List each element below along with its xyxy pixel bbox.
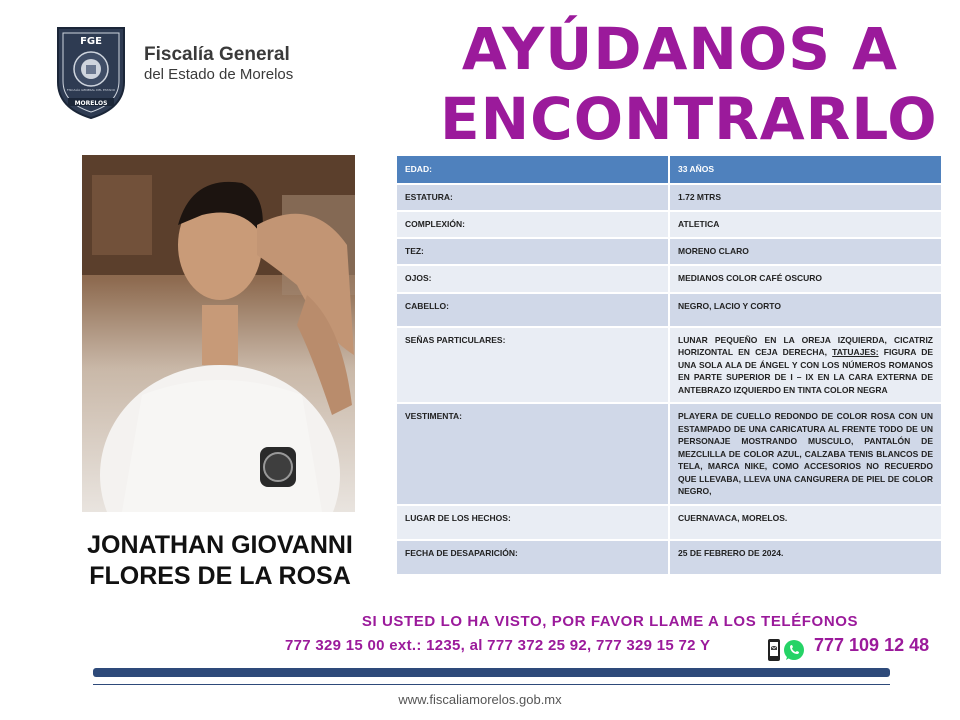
detail-value-part: FIGURA DE UNA SOLA ALA DE ÁNGEL Y CON LOS NÚMEROS ROMANOS EN PARTE SUPERIOR DE I – IX EN LA CARA EXTERNA DE ANTEBRAZO IZQUIERDO EN TINTA COLOR NEGRA — [678, 347, 933, 395]
details-table — [397, 156, 941, 576]
logo-ring-text: FISCALÍA GENERAL DEL ESTADO — [66, 88, 116, 92]
detail-value: PLAYERA DE CUELLO REDONDO DE COLOR ROSA CON UN ESTAMPADO DE UNA CARICATURA AL FRENTE TODO DE UN PERSONAJE MOSTRANDO MUSCULO, PANTALÓN DE MEZCLILLA DE COLOR AZUL, CALZABA TENIS BLANCOS DE TELA, MARCA NIKE, COMO ACCESORIOS NO RECUERDO QUE LLEVABA, LLEVA UNA CANGURERA DE PIEL DE COLOR NEGRO, — [669, 403, 941, 505]
name-line-2: FLORES DE LA ROSA — [89, 562, 351, 590]
detail-value: MEDIANOS COLOR CAFÉ OSCURO — [669, 265, 941, 293]
detail-label: OJOS: — [397, 265, 669, 293]
whatsapp-icon — [784, 640, 804, 660]
name-line-1: JONATHAN GIOVANNI — [87, 531, 353, 559]
detail-value: MORENO CLARO — [669, 238, 941, 265]
table-row — [397, 293, 941, 327]
detail-value: 1.72 MTRS — [669, 184, 941, 211]
detail-label: VESTIMENTA: — [397, 403, 669, 505]
logo-acronym: FGE — [80, 36, 102, 47]
org-subtitle: del Estado de Morelos — [144, 66, 294, 83]
title-line-2: ENCONTRARLO — [440, 85, 938, 153]
detail-value-part: LUNAR PEQUEÑO EN LA OREJA IZQUIERDA, CICATRIZ HORIZONTAL EN CEJA DERECHA, — [678, 334, 933, 357]
table-row — [397, 156, 941, 184]
detail-value: 33 AÑOS — [669, 156, 941, 184]
detail-value: ATLETICA — [669, 211, 941, 238]
table-row — [397, 403, 941, 505]
detail-value: CUERNAVACA, MORELOS. — [669, 505, 941, 540]
table-row — [397, 327, 941, 404]
detail-value: 25 DE FEBRERO DE 2024. — [669, 540, 941, 575]
detail-label: SEÑAS PARTICULARES: — [397, 327, 669, 404]
footer-divider-thin — [93, 684, 890, 685]
detail-label: LUGAR DE LOS HECHOS: — [397, 505, 669, 540]
detail-label: CABELLO: — [397, 293, 669, 327]
fge-logo — [54, 24, 128, 120]
contact-icons — [766, 638, 806, 662]
detail-value-underlined: TATUAJES: — [832, 347, 879, 357]
detail-label: COMPLEXIÓN: — [397, 211, 669, 238]
table-row — [397, 265, 941, 293]
title-line-1: AYÚDANOS A — [461, 15, 899, 83]
whatsapp-number: 777 109 12 48 — [814, 635, 930, 655]
table-row — [397, 211, 941, 238]
missing-person-photo — [82, 155, 355, 512]
detail-label: FECHA DE DESAPARICIÓN: — [397, 540, 669, 575]
table-row — [397, 540, 941, 575]
footer-divider-thick — [93, 668, 890, 677]
phone-message-icon — [768, 639, 780, 661]
table-row — [397, 238, 941, 265]
detail-value — [669, 327, 941, 404]
page-title — [440, 14, 938, 154]
logo-state: MORELOS — [74, 100, 108, 107]
table-row — [397, 505, 941, 540]
website-url: www.fiscaliamorelos.gob.mx — [398, 692, 562, 707]
missing-person-name — [60, 530, 380, 592]
org-name: Fiscalía General — [144, 44, 290, 65]
detail-label: TEZ: — [397, 238, 669, 265]
detail-label: ESTATURA: — [397, 184, 669, 211]
contact-phone-numbers: 777 329 15 00 ext.: 1235, al 777 372 25 92, 777 329 15 72 Y — [285, 637, 711, 654]
contact-instruction: SI USTED LO HA VISTO, POR FAVOR LLAME A LOS TELÉFONOS — [361, 613, 859, 630]
organization-heading — [144, 44, 293, 84]
detail-value: NEGRO, LACIO Y CORTO — [669, 293, 941, 327]
detail-label: EDAD: — [397, 156, 669, 184]
table-row — [397, 184, 941, 211]
